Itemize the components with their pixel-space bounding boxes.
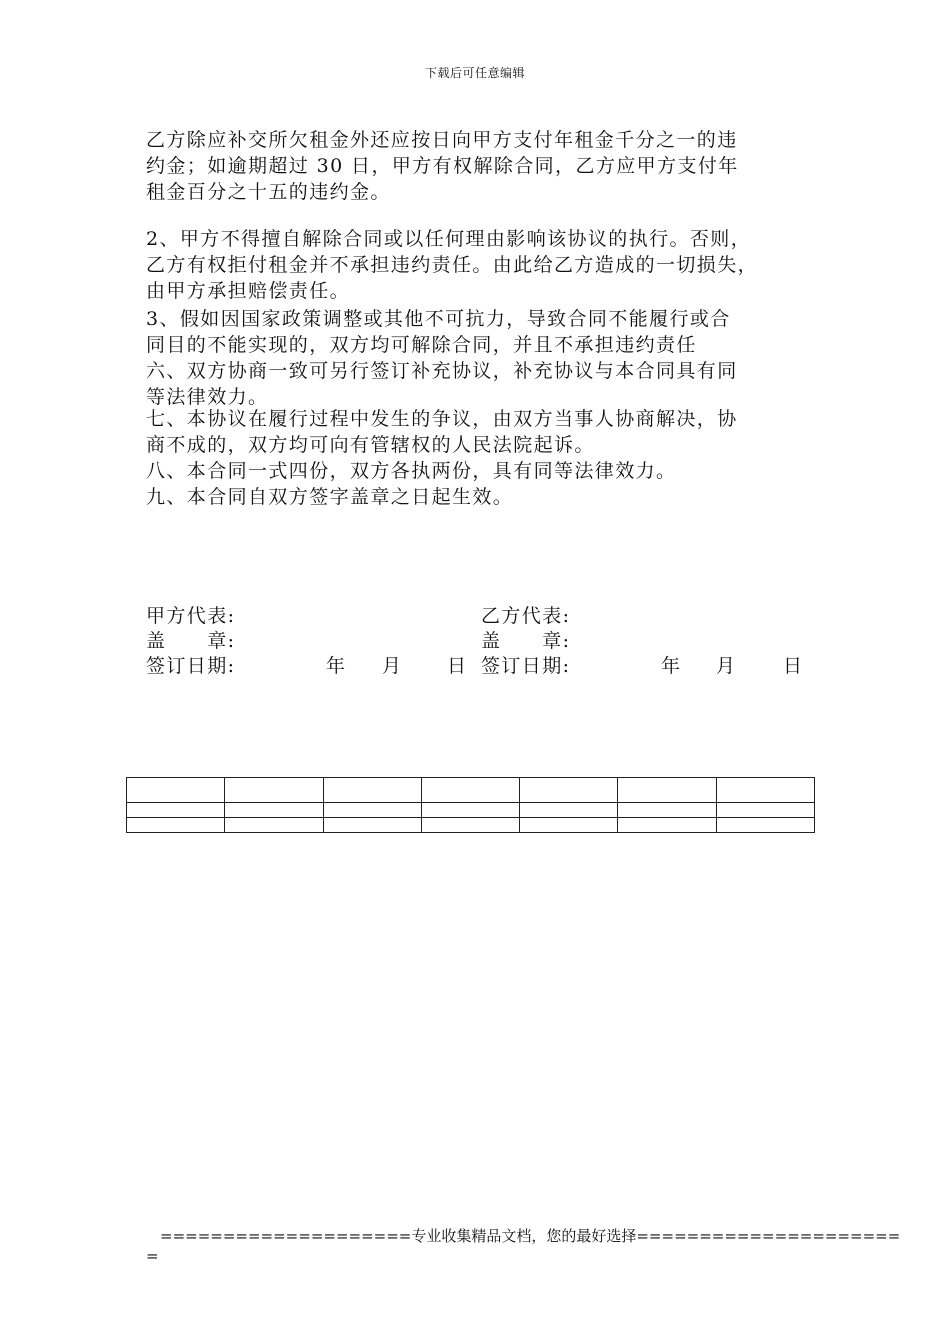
table-cell [716, 818, 814, 833]
table-cell [618, 803, 716, 818]
party-a-month-unit: 月 [382, 655, 402, 677]
table-cell [225, 803, 323, 818]
table-cell [127, 818, 225, 833]
table-cell [225, 778, 323, 803]
table-row [127, 778, 815, 803]
paragraph-clause-2 [146, 226, 816, 304]
table-cell [520, 818, 618, 833]
text-line: 商不成的，双方均可向有管辖权的人民法院起诉。 [146, 434, 595, 456]
text-line: 同目的不能实现的，双方均可解除合同，并且不承担违约责任 [146, 334, 697, 356]
text-line: 乙方有权拒付租金并不承担违约责任。由此给乙方造成的一切损失， [146, 254, 759, 276]
party-b-representative-label: 乙方代表: [481, 605, 571, 627]
table-cell [716, 778, 814, 803]
table-row [127, 803, 815, 818]
table-cell [421, 778, 519, 803]
text-line: 九、本合同自双方签字盖章之日起生效。 [146, 486, 514, 508]
paragraph-clauses-7-9 [146, 406, 816, 510]
text-line: 2、甲方不得擅自解除合同或以任何理由影响该协议的执行。否则， [146, 228, 752, 250]
table-cell [421, 818, 519, 833]
table-row [127, 818, 815, 833]
party-a-day-unit: 日 [447, 655, 467, 677]
blank-table [126, 777, 815, 833]
text-line: 等法律效力。 [146, 386, 269, 408]
text-line: 租金百分之十五的违约金。 [146, 181, 391, 203]
party-b-date-label: 签订日期: [481, 655, 571, 677]
table-cell [323, 803, 421, 818]
text-line: 3、假如因国家政策调整或其他不可抗力，导致合同不能履行或合 [146, 308, 731, 330]
table-cell [520, 803, 618, 818]
paragraph-penalty [146, 127, 816, 205]
table-cell [421, 803, 519, 818]
table-cell [323, 818, 421, 833]
text-line: 约金；如逾期超过 30 日，甲方有权解除合同，乙方应甲方支付年 [146, 155, 739, 177]
party-b-seal-label: 盖 章: [481, 630, 571, 652]
party-b-day-unit: 日 [783, 655, 803, 677]
party-b-month-unit: 月 [716, 655, 736, 677]
table-cell [127, 778, 225, 803]
table-cell [127, 803, 225, 818]
text-line: 七、本协议在履行过程中发生的争议，由双方当事人协商解决，协 [146, 408, 738, 430]
footer-line: ====================专业收集精品文档，您的最好选择===================== [160, 1227, 901, 1245]
footer-line: = [146, 1247, 159, 1265]
party-a-representative-label: 甲方代表: [146, 605, 236, 627]
text-line: 乙方除应补交所欠租金外还应按日向甲方支付年租金千分之一的违 [146, 129, 738, 151]
page-header: 下载后可任意编辑 [424, 66, 525, 80]
table-cell [323, 778, 421, 803]
table-cell [716, 803, 814, 818]
text-line: 六、双方协商一致可另行签订补充协议，补充协议与本合同具有同 [146, 360, 738, 382]
table-cell [618, 778, 716, 803]
paragraph-clause-3-and-6 [146, 306, 816, 410]
party-b-year-unit: 年 [661, 655, 681, 677]
party-a-date-label: 签订日期: [146, 655, 236, 677]
text-line: 八、本合同一式四份，双方各执两份，具有同等法律效力。 [146, 460, 677, 482]
party-a-seal-label: 盖 章: [146, 630, 236, 652]
table-cell [225, 818, 323, 833]
table-cell [520, 778, 618, 803]
party-a-year-unit: 年 [326, 655, 346, 677]
table-cell [618, 818, 716, 833]
text-line: 由甲方承担赔偿责任。 [146, 280, 351, 302]
page-footer [146, 1226, 901, 1266]
